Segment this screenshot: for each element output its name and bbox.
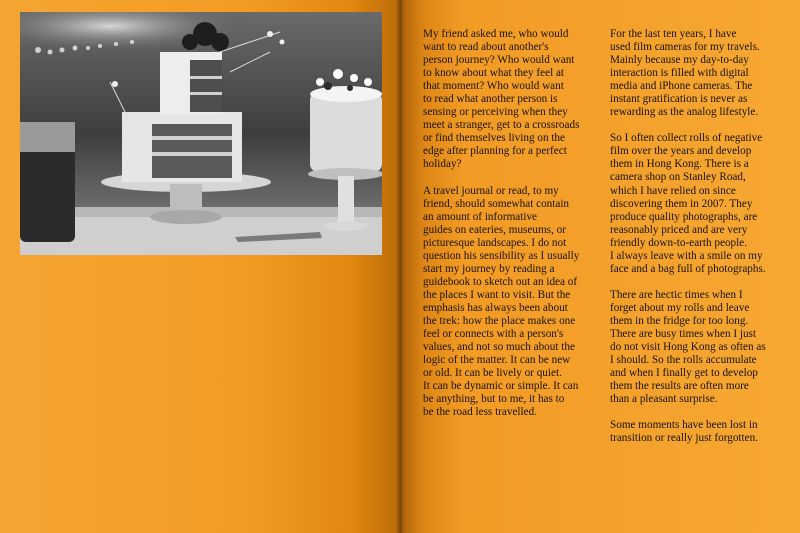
book-gutter [396,0,404,533]
paragraph: A travel journal or read, to my friend, should somewhat contain an amount of informative guides on eateries, museums, or picturesque landscapes. I do not question his sensibility as I usually start my journey by reading a guidebook to sketch out an idea of the places I want to visit. But the emphasis has always been about the trek: how the place makes one feel or connects with a person's values, and not so much about the logic of the matter. It can be new or old. It can be lively or quiet. It can be dynamic or simple. It can be anything, but to me, it has to be the road less travelled. [423,184,580,419]
text-column-2 [610,28,790,458]
cake-photo [20,12,382,255]
paragraph: There are hectic times when I forget about my rolls and leave them in the fridge for too long. There are busy times when I just do not visit Hong Kong as often as I should. So the rolls accumulate and when I finally get to develop them the results are often more than a pleasant surprise. [610,288,766,406]
paragraph: Some moments have been lost in transition or really just forgotten. [610,419,758,445]
text-column-1 [423,28,603,432]
paragraph: So I often collect rolls of negative film over the years and develop them in Hong Kong. There is a camera shop on Stanley Road, which I have relied on since discovering them in 2007. They produce quality photographs, are reasonably priced and are very friendly down-to-earth people. I always leave with a smile on my face and a bag full of photographs. [610,132,766,275]
paragraph: My friend asked me, who would want to read about another's person journey? Who would want to know about what they feel at that moment? Who would want to read what another person is sensing or perceiving when they meet a stranger, get to a crossroads or find themselves living on the edge after planning for a perfect holiday? [423,28,580,171]
paragraph: For the last ten years, I have used film cameras for my travels. Mainly because my day-to-day interaction is filled with digital media and iPhone cameras. The instant gratification is never as rewarding as the analog lifestyle. [610,28,760,119]
